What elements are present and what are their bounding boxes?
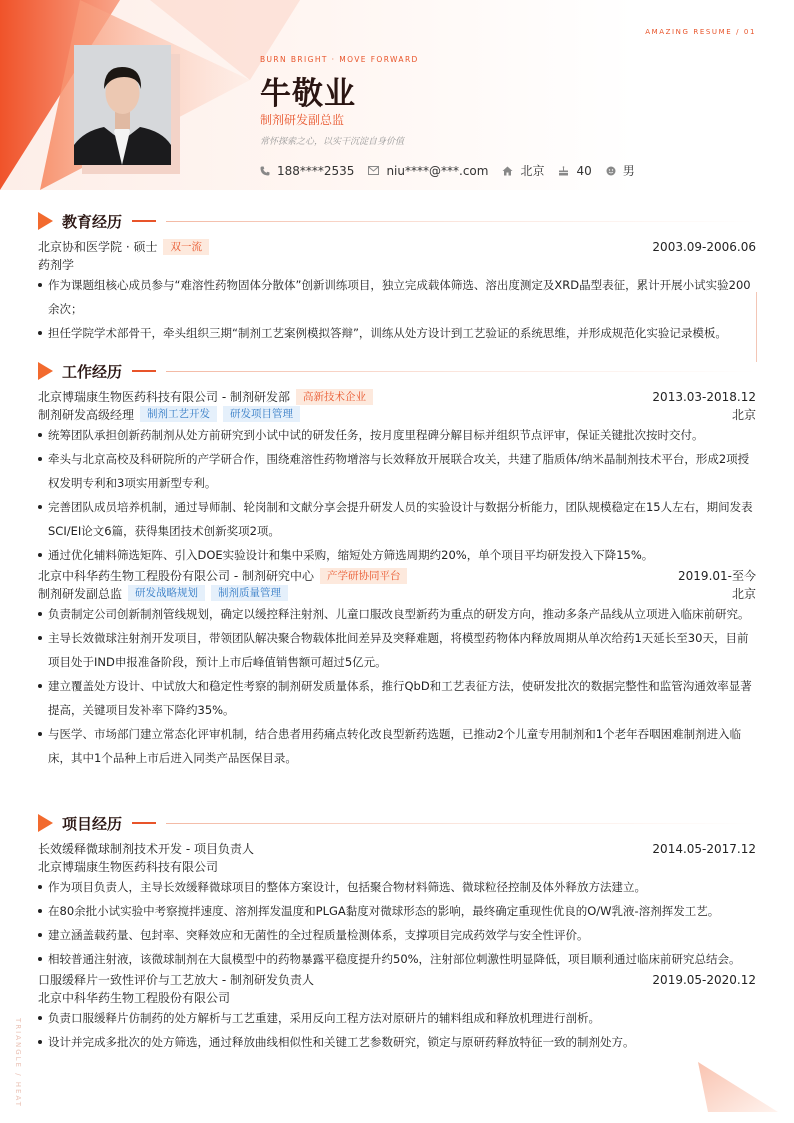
project-entry — [38, 971, 756, 988]
project-org-row — [38, 988, 756, 1006]
list-item: 负责制定公司创新制剂管线规划，确定以缓控释注射剂、儿童口服改良型新药为重点的研发方向，推动多条产品线从立项进入临床前研究。 — [38, 602, 756, 626]
list-item: 建立覆盖处方设计、中试放大和稳定性考察的制剂研发质量体系，推行QbD和工艺表征方法，使研发批次的数据完整性和监管沟通效率显著提高，关键项目发补率下降约35%。 — [38, 674, 756, 722]
project-bullets — [38, 875, 756, 971]
list-item: 设计并完成多批次的处方筛选，通过释放曲线相似性和关键工艺参数研究，锁定与原研药释放特征一致的制剂处方。 — [38, 1030, 756, 1054]
job-entry — [38, 567, 756, 584]
age-text: 40 — [576, 163, 592, 178]
list-item: 牵头与北京高校及科研院所的产学研合作，围绕难溶性药物增溶与长效释放开展联合攻关，共建了脂质体/纳米晶制剂技术平台，形成2项授权发明专利和3项实用新型专利。 — [38, 447, 756, 495]
cake-icon — [558, 166, 569, 176]
contact-phone[interactable] — [260, 164, 354, 178]
job-bullets — [38, 602, 756, 770]
project-org: 北京博瑞康生物医药科技有限公司 — [38, 859, 219, 874]
job-location: 北京 — [731, 586, 756, 601]
list-item: 相较普通注射液，该微球制剂在大鼠模型中的药物暴露平稳度提升约50%，注射部位刺激性明显降低，项目顺利通过临床前研究总结会。 — [38, 947, 756, 971]
triangle-flag-icon — [38, 362, 53, 380]
list-item: 统筹团队承担创新药制剂从处方前研究到小试中试的研发任务，按月度里程碑分解目标并组织节点评审，保证关键批次按时交付。 — [38, 423, 756, 447]
project-entry — [38, 840, 756, 857]
contact-age — [558, 164, 591, 178]
job-entry — [38, 388, 756, 405]
project-name: 长效缓释微球制剂技术开发 - 项目负责人 — [38, 842, 254, 856]
contact-email[interactable] — [368, 164, 488, 178]
candidate-name: 牛敬业 — [260, 76, 356, 112]
project-org-row — [38, 857, 756, 875]
education-section — [38, 211, 756, 345]
skill-tag: 制剂质量管理 — [211, 585, 288, 601]
divider — [756, 292, 757, 362]
list-item: 完善团队成员培养机制，通过导师制、轮岗制和文献分享会提升研发人员的实验设计与数据分析能力，团队规模稳定在15人左右，期间发表SCI/EI论文6篇，获得集团技术创新奖项2项。 — [38, 495, 756, 543]
profile-photo — [74, 45, 171, 165]
phone-icon — [260, 166, 270, 176]
job-period: 2013.03-2018.12 — [652, 389, 756, 404]
corner-triangle-decor — [698, 1062, 778, 1112]
company-badge: 高新技术企业 — [296, 389, 373, 405]
skill-tag: 研发项目管理 — [223, 406, 300, 422]
skill-tag: 制剂工艺开发 — [140, 406, 217, 422]
section-header — [38, 813, 756, 833]
company-name: 北京中科华药生物工程股份有限公司 - 制剂研究中心 — [38, 569, 314, 583]
email-text: niu****@***.com — [386, 163, 489, 178]
contact-bar — [260, 162, 649, 179]
gender-text: 男 — [622, 164, 635, 178]
section-header — [38, 361, 756, 381]
resume-tag: AMAZING RESUME / 01 — [645, 28, 756, 36]
list-item: 作为项目负责人，主导长效缓释微球项目的整体方案设计，包括聚合物材料筛选、微球粒径控制及体外释放方法建立。 — [38, 875, 756, 899]
education-period: 2003.09-2006.06 — [652, 239, 756, 254]
education-bullets — [38, 273, 756, 345]
major-row — [38, 255, 756, 273]
personal-slogan: 常怀探索之心，以实干沉淀自身价值 — [260, 137, 405, 147]
job-location: 北京 — [731, 407, 756, 422]
job-bullets — [38, 423, 756, 567]
project-bullets — [38, 1006, 756, 1054]
side-decor-text: TRIANGLE / HEAT — [14, 1018, 22, 1108]
school-name: 北京协和医学院 · 硕士 — [38, 240, 158, 254]
project-name: 口服缓释片一致性评价与工艺放大 - 制剂研发负责人 — [38, 973, 314, 987]
skill-tag: 研发战略规划 — [128, 585, 205, 601]
section-header — [38, 211, 756, 231]
mail-icon — [368, 166, 379, 175]
projects-section — [38, 813, 756, 1054]
position: 制剂研发高级经理 — [38, 407, 135, 422]
list-item: 建立涵盖载药量、包封率、突释效应和无菌性的全过程质量检测体系，支撑项目完成药效学与安全性评价。 — [38, 923, 756, 947]
contact-city — [502, 162, 544, 179]
section-title: 教育经历 — [62, 212, 123, 231]
list-item: 主导长效微球注射剂开发项目，带领团队解决聚合物载体批间差异及突释难题，将模型药物体内释放周期从单次给药1天延长至30天，目前项目处于IND申报准备阶段，预计上市后峰值销售额可超过5亿元。 — [38, 626, 756, 674]
list-item: 负责口服缓释片仿制药的处方解析与工艺重建，采用反向工程方法对原研片的辅料组成和释放机理进行剖析。 — [38, 1006, 756, 1030]
position-row — [38, 584, 756, 602]
school-badge: 双一流 — [163, 239, 209, 255]
contact-gender — [606, 162, 635, 179]
triangle-flag-icon — [38, 814, 53, 832]
list-item: 作为课题组核心成员参与“难溶性药物固体分散体”创新训练项目，独立完成载体筛选、溶出度测定及XRD晶型表征，累计开展小试实验200余次； — [38, 273, 756, 321]
education-entry — [38, 238, 756, 255]
triangle-flag-icon — [38, 212, 53, 230]
home-icon — [502, 166, 513, 176]
list-item: 与医学、市场部门建立常态化评审机制，结合患者用药痛点转化改良型新药选题，已推动2个儿童专用制剂和1个老年吞咽困难制剂进入临床，其中1个品种上市后进入同类产品医保目录。 — [38, 722, 756, 770]
phone-text: 188****2535 — [277, 163, 355, 178]
project-org: 北京中科华药生物工程股份有限公司 — [38, 990, 231, 1005]
project-period: 2019.05-2020.12 — [652, 972, 756, 987]
section-title: 项目经历 — [62, 814, 123, 833]
position-row — [38, 405, 756, 423]
motto: BURN BRIGHT · MOVE FORWARD — [260, 55, 419, 64]
section-title: 工作经历 — [62, 362, 123, 381]
list-item: 在80余批小试实验中考察搅拌速度、溶剂挥发温度和PLGA黏度对微球形态的影响，最终确定重现性优良的O/W乳液-溶剂挥发工艺。 — [38, 899, 756, 923]
target-role: 制剂研发副总监 — [260, 113, 345, 127]
job-period: 2019.01-至今 — [678, 569, 756, 583]
major: 药剂学 — [38, 257, 75, 272]
work-section — [38, 361, 756, 770]
city-text: 北京 — [520, 164, 545, 178]
gender-icon — [606, 166, 616, 176]
project-period: 2014.05-2017.12 — [652, 841, 756, 856]
position: 制剂研发副总监 — [38, 586, 123, 601]
list-item: 通过优化辅料筛选矩阵、引入DOE实验设计和集中采购，缩短处方筛选周期约20%，单个项目平均研发投入下降15%。 — [38, 543, 756, 567]
company-badge: 产学研协同平台 — [320, 568, 408, 584]
list-item: 担任学院学术部骨干，牵头组织三期“制剂工艺案例模拟答辩”，训练从处方设计到工艺验证的系统思维，并形成规范化实验记录模板。 — [38, 321, 756, 345]
company-name: 北京博瑞康生物医药科技有限公司 - 制剂研发部 — [38, 390, 290, 404]
